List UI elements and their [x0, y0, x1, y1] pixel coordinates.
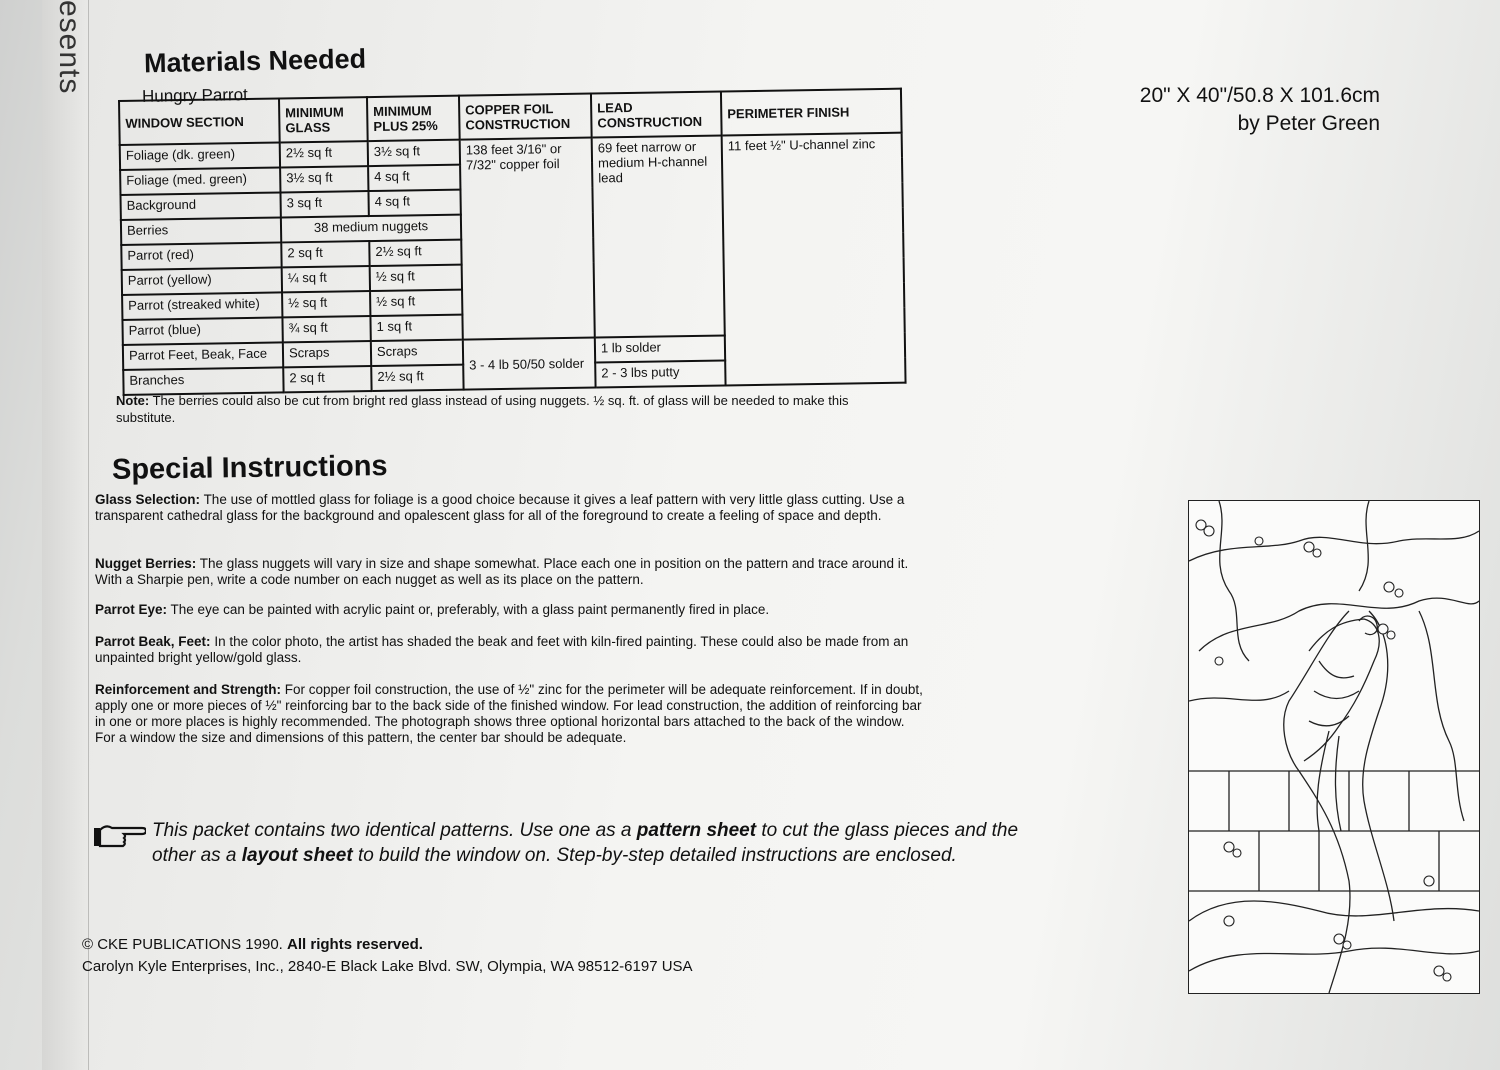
parrot-pattern-drawing — [1188, 500, 1480, 994]
note-text: The berries could also be cut from bright red glass instead of using nuggets. ½ sq. ft. of glass will be needed to make this substitute. — [116, 393, 849, 425]
row-section: Background — [120, 192, 280, 220]
row-min: 3½ sq ft — [280, 166, 368, 192]
pattern-dimensions — [1140, 82, 1380, 138]
row-section: Foliage (med. green) — [120, 167, 280, 195]
row-section: Parrot (streaked white) — [122, 292, 282, 320]
instruction-label: Glass Selection: — [95, 492, 201, 507]
row-plus: 2½ sq ft — [369, 240, 461, 266]
row-section: Parrot Feet, Beak, Face — [123, 342, 283, 370]
size-label: 20" X 40"/50.8 X 101.6cm — [1139, 84, 1380, 107]
materials-table — [118, 88, 907, 396]
packet-part3: to build the window on. Step-by-step detailed instructions are enclosed. — [357, 845, 957, 866]
instruction-text: The eye can be painted with acrylic paint or, preferably, with a glass paint permanently fired in place. — [170, 602, 770, 617]
pattern-name: Hungry Parrot — [141, 85, 248, 106]
copper-foil-cell: 138 feet 3/16" or 7/32" copper foil — [460, 138, 595, 340]
rights-reserved: All rights reserved. — [287, 936, 423, 953]
instruction-text: In the color photo, the artist has shaded the beak and feet with kiln-fired painting. These could also be made from an unpainted bright yellow/gold glass. — [95, 634, 909, 665]
row-plus: 4 sq ft — [368, 190, 460, 216]
pattern-sheet-term: pattern sheet — [636, 820, 757, 841]
packet-notice — [92, 818, 1032, 868]
perimeter-cell: 11 feet ½" U-channel zinc — [722, 133, 906, 386]
row-plus: 4 sq ft — [368, 165, 460, 191]
row-plus: ½ sq ft — [370, 265, 462, 291]
note-label: Note: — [116, 393, 150, 408]
instruction-parrot-beak — [95, 634, 925, 666]
row-min: 2½ sq ft — [280, 141, 368, 167]
packet-spine — [42, 0, 89, 1070]
row-min: 2 sq ft — [281, 241, 369, 267]
row-section: Parrot (blue) — [122, 317, 282, 345]
col-minimum-plus: MINIMUM PLUS 25% — [367, 96, 460, 141]
packet-part2: to cut the glass pieces and the other as a — [152, 820, 1019, 866]
instruction-text: For copper foil construction, the use of ½" zinc for the perimeter will be adequate reinforcement. If in doubt, apply one or more pieces of ½" reinforcing bar to the back side of the finished window. For lead construction, the addition of reinforcing bar in one or more places is highly recommended. The photograph shows three optional horizontal bars attached to the back of the window. For a window the size and dimensions of this pattern, the center bar should be adequate. — [95, 682, 923, 745]
spine-text: esents — [53, 0, 86, 95]
instruction-label: Nugget Berries: — [95, 556, 197, 571]
col-perimeter: PERIMETER FINISH — [721, 89, 902, 136]
row-section: Parrot (yellow) — [122, 267, 282, 295]
berries-nuggets: 38 medium nuggets — [281, 215, 461, 243]
materials-heading: Materials Needed — [143, 43, 367, 79]
instruction-glass-selection — [95, 492, 925, 524]
row-min: 2 sq ft — [283, 366, 371, 392]
lead-solder-cell: 1 lb solder — [595, 335, 725, 362]
row-section: Foliage (dk. green) — [120, 142, 280, 170]
row-min: ¼ sq ft — [282, 266, 370, 292]
row-section: Branches — [123, 367, 283, 395]
row-plus: ½ sq ft — [370, 290, 462, 316]
instruction-text: The glass nuggets will vary in size and shape somewhat. Place each one in position on the pattern and trace around it. With a Sharpie pen, write a code number on each nugget as well as its place on the pattern. — [95, 556, 909, 587]
instruction-parrot-eye — [95, 602, 925, 618]
lead-cell: 69 feet narrow or medium H-channel lead — [592, 136, 725, 338]
row-plus: 1 sq ft — [370, 315, 462, 341]
instruction-label: Parrot Beak, Feet: — [95, 634, 211, 649]
pointing-hand-icon — [92, 820, 146, 850]
row-plus: 2½ sq ft — [371, 365, 463, 391]
instruction-text: The use of mottled glass for foliage is a good choice because it gives a leaf pattern with very little glass cutting. Use a transparent cathedral glass for the background and opalescent glass for all of the foreground to create a feeling of space and depth. — [95, 492, 905, 523]
lead-putty-cell: 2 - 3 lbs putty — [595, 360, 725, 387]
layout-sheet-term: layout sheet — [241, 845, 353, 866]
row-section: Berries — [121, 217, 281, 245]
copper-solder-cell: 3 - 4 lb 50/50 solder — [463, 338, 596, 390]
author-label: by Peter Green — [1237, 112, 1380, 135]
col-minimum-glass: MINIMUM GLASS — [279, 97, 368, 142]
packet-text — [152, 818, 1032, 868]
row-min: Scraps — [283, 341, 371, 367]
special-instructions-heading: Special Instructions — [111, 450, 388, 486]
instruction-label: Reinforcement and Strength: — [95, 682, 282, 697]
row-min: 3 sq ft — [280, 191, 368, 217]
col-lead: LEAD CONSTRUCTION — [591, 92, 722, 138]
row-plus: 3½ sq ft — [368, 140, 460, 166]
instruction-reinforcement — [95, 682, 925, 746]
packet-part1: This packet contains two identical patterns. Use one as a — [152, 820, 632, 841]
publisher-address: Carolyn Kyle Enterprises, Inc., 2840-E Black Lake Blvd. SW, Olympia, WA 98512-6197 USA — [82, 958, 693, 975]
note-paragraph — [116, 392, 876, 426]
row-min: ½ sq ft — [282, 291, 370, 317]
copyright-line: © CKE PUBLICATIONS 1990. — [82, 936, 283, 953]
instruction-nugget-berries — [95, 556, 925, 588]
row-plus: Scraps — [371, 340, 463, 366]
row-section: Parrot (red) — [121, 242, 281, 270]
copyright-block — [82, 934, 693, 978]
col-window-section: WINDOW SECTION — [119, 98, 280, 145]
instruction-label: Parrot Eye: — [95, 602, 168, 617]
row-min: ¾ sq ft — [282, 316, 370, 342]
col-copper-foil: COPPER FOIL CONSTRUCTION — [459, 94, 592, 140]
